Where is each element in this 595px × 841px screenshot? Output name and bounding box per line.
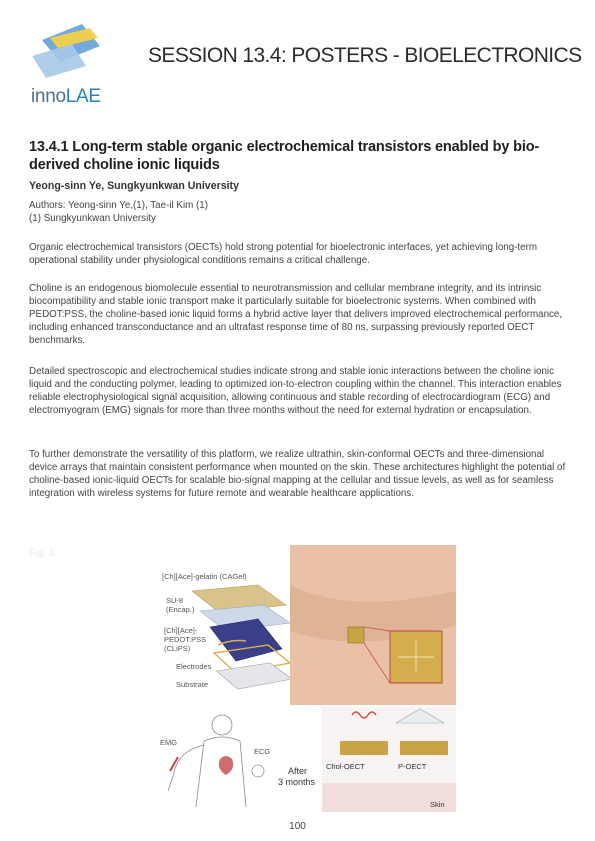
oect-comparison-panel	[322, 707, 456, 812]
layer-stack-panel	[162, 572, 292, 689]
label-skin: Skin	[430, 800, 445, 809]
label-ecg: ECG	[254, 747, 271, 756]
logo-wordmark: innoLAE	[31, 86, 101, 107]
label-su8-a: SU-8	[166, 596, 184, 605]
label-p-oect: P-OECT	[398, 762, 427, 771]
innolae-logo-mark	[28, 22, 108, 86]
label-cagel: [Ch][Ace]-gelatin (CAGel)	[162, 572, 247, 581]
label-clips-a: [Ch][Ace]-	[164, 626, 198, 635]
skin-device-photo	[290, 545, 456, 705]
body-head	[212, 715, 232, 735]
affiliation-line: (1) Sungkyunkwan University	[29, 212, 156, 224]
heart-icon	[219, 756, 233, 775]
authors-line: Authors: Yeong-sinn Ye,(1), Tae-il Kim (1)	[29, 200, 208, 211]
abstract-paragraph-1: Organic electrochemical transistors (OECTs) hold strong potential for bioelectronic interfaces, yet achieving long-term operational stability under physiological conditions remains a critical challenge.	[29, 242, 538, 267]
substrate-layer	[216, 663, 292, 689]
authors-block	[29, 200, 208, 225]
device-on-skin	[348, 627, 364, 643]
label-electrodes: Electrodes	[176, 662, 212, 671]
device-figure	[140, 545, 456, 812]
label-su8-b: (Encap.)	[166, 605, 195, 614]
chol-oect-device	[340, 741, 388, 755]
paper-title: 13.4.1 Long-term stable organic electrochemical transistors enabled by bio-derived choline ionic liquids	[29, 139, 540, 173]
page-number: 100	[289, 821, 306, 832]
body-diagram-panel	[160, 715, 316, 807]
session-title: SESSION 13.4: POSTERS - BIOELECTRONICS	[148, 44, 582, 67]
label-emg: EMG	[160, 738, 178, 747]
figure-faint-label: Fig. 1	[29, 548, 55, 559]
label-clips-c: (CLiPS)	[164, 644, 191, 653]
abstract-paragraph-3: Detailed spectroscopic and electrochemical studies indicate strong and stable ionic interactions between the choline ionic liquid and the conducting polymer, leading to optimized ion-to-electron coupling within the channel. This interaction enables reliable electrophysiological signal acquisition, allowing continuous and stable recording of electrocardiogram (ECG) and electromyogram (EMG) signals for more than three months without the need for external hydration or encapsulation.	[29, 366, 562, 417]
label-after: After	[288, 766, 308, 776]
p-oect-device	[400, 741, 448, 755]
label-substrate: Substrate	[176, 680, 209, 689]
label-after-months: 3 months	[278, 777, 316, 787]
label-chol-oect: Chol-OECT	[326, 762, 365, 771]
abstract-paragraph-2: Choline is an endogenous biomolecule essential to neurotransmission and cellular membrane integrity, and its intrinsic biocompatibility and stable ionic transport make it particularly suitable for bioelectronic systems. When combined with PEDOT:PSS, the choline-based ionic liquid forms a hybrid active layer that delivers improved electrochemical performance, including enhanced transconductance and an ultrafast response time of 80 ns, surpassing previously reported OECT benchmarks.	[29, 283, 563, 347]
presenter-line: Yeong-sinn Ye, Sungkyunkwan University	[29, 180, 239, 192]
label-clips-b: PEDOT:PSS	[164, 635, 207, 644]
body-torso	[196, 737, 246, 807]
ecg-electrode	[252, 765, 264, 777]
abstract-paragraph-4: To further demonstrate the versatility of this platform, we realize ultrathin, skin-conformal OECTs and three-dimensional device arrays that maintain consistent performance when mounted on the skin. These architectures highlight the potential of choline-based ionic-liquid OECTs for scalable bio-signal mapping at the cellular and tissue levels, as well as for seamless integration with wireless systems for future remote and wearable healthcare applications.	[29, 449, 566, 500]
innolae-logo	[28, 22, 108, 110]
